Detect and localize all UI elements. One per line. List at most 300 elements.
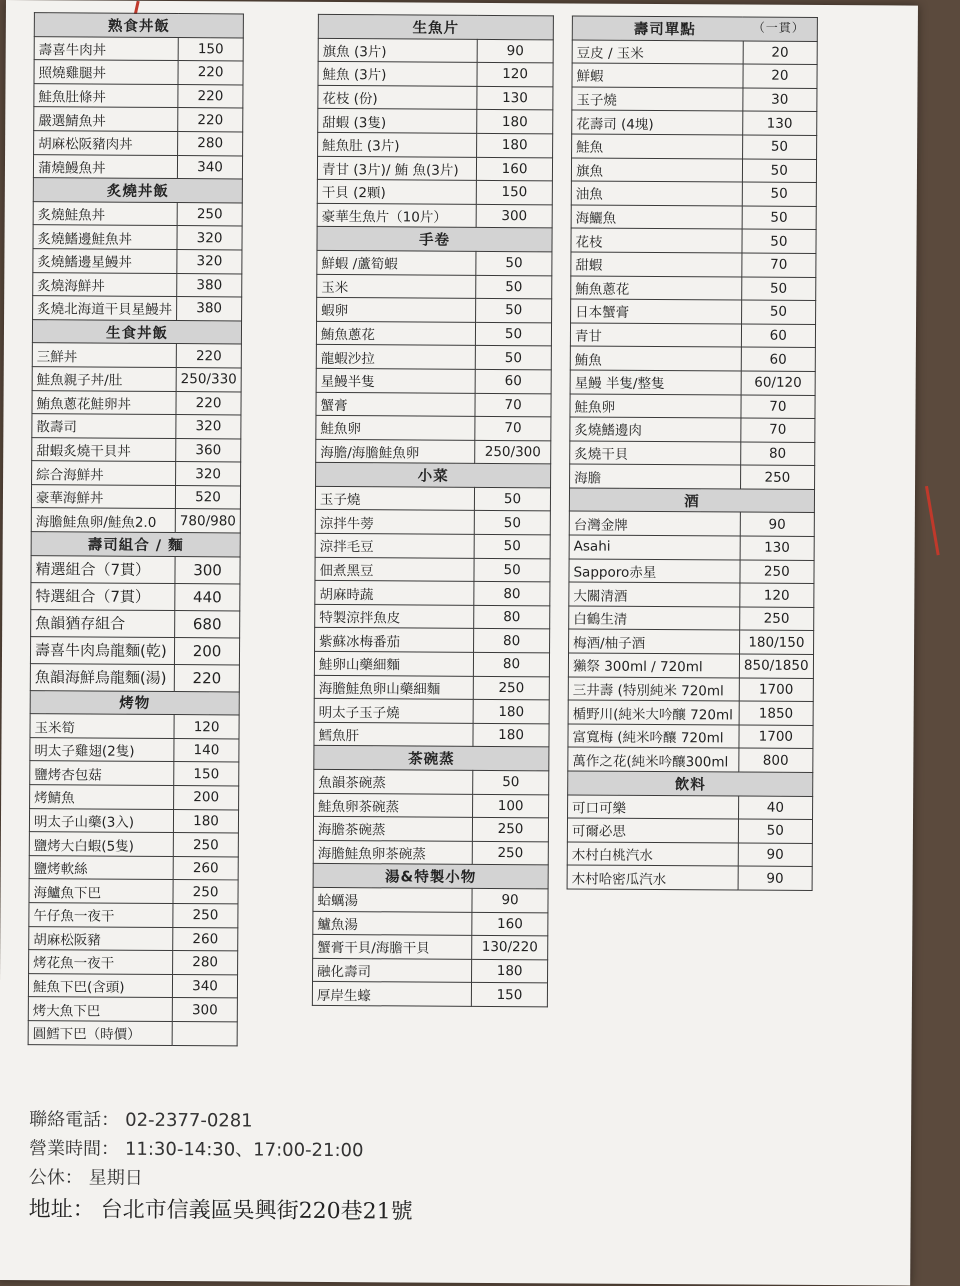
menu-item-row: [29, 855, 238, 880]
menu-item-name: 海鱸魚下巴: [29, 879, 173, 903]
menu-item-row: [32, 437, 241, 462]
section-title: [313, 864, 548, 889]
menu-item-name: 壽喜牛肉烏龍麵(乾): [30, 636, 174, 664]
menu-item-row: [313, 840, 548, 865]
menu-item-row: [571, 252, 816, 277]
menu-table: [312, 14, 554, 1007]
menu-item-price: 340: [172, 974, 237, 998]
menu-item-name: 獺祭 300ml / 720ml: [568, 653, 739, 678]
menu-item-price: 320: [176, 462, 241, 486]
menu-item-price: 300: [175, 556, 240, 583]
menu-item-price: 50: [474, 534, 550, 558]
menu-item-price: 300: [172, 998, 237, 1022]
menu-item-price: 180: [473, 700, 549, 724]
section-header-row: [317, 227, 552, 252]
menu-table: [567, 15, 818, 890]
menu-item-name: 海膽: [570, 464, 741, 489]
menu-item-name: 午仔魚一夜干: [29, 903, 173, 927]
section-header-row: [316, 463, 551, 488]
menu-item-name: Sapporo赤星: [569, 559, 740, 584]
menu-item-row: [570, 464, 815, 489]
section-title: [30, 690, 239, 715]
menu-item-name: 精選組合（7貫）: [31, 555, 175, 583]
menu-item-name: 鮪魚蔥花鮭卵丼: [32, 390, 176, 414]
menu-item-price: 150: [174, 762, 239, 786]
menu-item-price: 380: [177, 273, 242, 297]
menu-item-row: [31, 609, 240, 637]
menu-item-name: 豆皮 / 玉米: [572, 40, 743, 65]
menu-item-name: 花壽司 (4塊): [572, 110, 743, 135]
section-title: [314, 746, 549, 771]
menu-item-row: [315, 510, 550, 535]
menu-item-price: 50: [475, 487, 551, 511]
menu-item-name: 玉米筍: [30, 714, 174, 738]
menu-item-price: 50: [475, 346, 551, 370]
menu-item-price: 140: [174, 738, 239, 762]
holiday-value: 星期日: [88, 1167, 143, 1189]
menu-item-name: 海膽鮭魚卵/鮭魚2.0: [31, 508, 175, 532]
section-title-text: 壽司單點: [633, 21, 696, 39]
section-title-text: 炙燒丼飯: [106, 183, 169, 200]
menu-item-row: [313, 958, 548, 983]
menu-item-price: 260: [173, 856, 238, 880]
section-header-row: [32, 319, 241, 344]
menu-item-name: 壽喜牛肉丼: [34, 36, 178, 60]
menu-item-price: 70: [475, 416, 551, 440]
menu-item-name: 烤鯖魚: [30, 785, 174, 809]
menu-item-row: [316, 321, 551, 346]
menu-item-name: 青甘: [570, 323, 741, 348]
menu-item-name: 涼拌牛蒡: [315, 510, 474, 535]
business-hours: 11:30-14:30、17:00-21:00: [124, 1138, 364, 1162]
menu-item-price: 50: [742, 229, 816, 253]
menu-item-price: 250/330: [176, 367, 241, 391]
menu-item-price: 130: [740, 536, 814, 560]
menu-item-name: 可口可樂: [568, 795, 739, 820]
section-title-text: 手卷: [418, 232, 451, 249]
menu-item-name: 鹽烤軟絲: [29, 855, 173, 879]
menu-item-row: [569, 535, 814, 560]
menu-item-row: [316, 345, 551, 370]
menu-item-price: 130: [477, 86, 553, 110]
menu-item-price: 50: [476, 322, 552, 346]
menu-item-name: 甜蝦炙燒干貝丼: [32, 437, 176, 461]
menu-item-price: 50: [738, 819, 812, 843]
menu-item-name: 豪華海鮮丼: [31, 485, 175, 509]
section-title-text: 生食丼飯: [105, 325, 169, 342]
section-title-text: 湯&特製小物: [385, 869, 477, 887]
menu-item-name: 魚韻猶存組合: [31, 609, 175, 637]
menu-item-price: 300: [476, 204, 552, 228]
menu-item-price: 80: [474, 652, 550, 676]
menu-item-name: 鮮蝦 /蘆筍蝦: [317, 250, 476, 275]
menu-item-name: 鱸魚湯: [313, 911, 472, 936]
menu-item-row: [570, 417, 815, 442]
holiday-label: 公休：: [28, 1167, 83, 1189]
menu-item-row: [32, 461, 241, 486]
menu-item-name: 干貝 (2顆): [317, 180, 476, 205]
menu-item-row: [313, 887, 548, 912]
menu-item-row: [313, 911, 548, 936]
menu-item-row: [314, 675, 549, 700]
menu-item-price: [172, 1022, 237, 1046]
menu-item-row: [318, 132, 553, 157]
menu-item-row: [317, 180, 552, 205]
menu-item-row: [569, 559, 814, 584]
menu-item-row: [568, 700, 813, 725]
menu-item-name: 星鰻半隻: [316, 368, 475, 393]
menu-item-name: 魚韻茶碗蒸: [314, 769, 473, 794]
menu-item-price: 250: [740, 465, 814, 489]
menu-item-name: 炙燒干貝: [570, 441, 741, 466]
menu-item-name: 白鶴生清: [569, 606, 740, 631]
menu-item-price: 130: [742, 111, 816, 135]
section-title: [318, 14, 553, 39]
menu-item-name: 三井壽 (特別純米 720ml: [568, 677, 739, 702]
menu-item-row: [571, 205, 816, 230]
section-title: [317, 227, 552, 252]
menu-item-price: 80: [474, 605, 550, 629]
menu-item-row: [316, 415, 551, 440]
hours-label: 營業時間：: [28, 1138, 120, 1160]
menu-item-price: 220: [176, 344, 241, 368]
menu-item-name: 鮭魚卵: [316, 415, 475, 440]
menu-item-name: 台灣金牌: [569, 511, 740, 536]
section-subtitle: （一貫）: [752, 20, 805, 35]
menu-item-price: 90: [740, 512, 814, 536]
menu-item-price: 120: [739, 583, 813, 607]
menu-item-row: [34, 83, 243, 108]
menu-item-price: 220: [178, 61, 243, 85]
section-title-text: 小菜: [417, 468, 449, 485]
section-title: [34, 13, 243, 38]
menu-item-price: 50: [742, 206, 816, 230]
menu-item-price: 180/150: [739, 630, 813, 654]
menu-item-row: [312, 982, 547, 1007]
menu-item-row: [315, 604, 550, 629]
menu-item-price: 160: [477, 157, 553, 181]
menu-item-price: 90: [472, 888, 548, 912]
menu-item-name: 鮭魚肚條丼: [34, 83, 178, 107]
menu-item-name: 日本蟹膏: [571, 299, 742, 324]
menu-item-price: 280: [173, 951, 238, 975]
menu-item-price: 130/220: [472, 936, 548, 960]
section-title-text: 茶碗蒸: [408, 751, 455, 768]
phone-line: [29, 1105, 589, 1137]
menu-item-name: 圓鱈下巴（時價）: [28, 1021, 172, 1045]
menu-item-row: [317, 203, 552, 228]
menu-item-name: 融化壽司: [313, 958, 472, 983]
menu-item-price: 40: [738, 796, 812, 820]
menu-item-name: 鮭魚下巴(含頭): [28, 973, 172, 997]
menu-item-name: 涼拌毛豆: [315, 533, 474, 558]
menu-item-price: 250: [472, 841, 548, 865]
menu-item-name: 龍蝦沙拉: [316, 345, 475, 370]
address-line: [28, 1192, 588, 1231]
menu-item-price: 1850: [739, 701, 813, 725]
menu-item-name: 海膽茶碗蒸: [313, 817, 472, 842]
menu-item-row: [33, 249, 242, 274]
menu-item-row: [34, 107, 243, 132]
menu-item-row: [570, 393, 815, 418]
menu-item-row: [31, 508, 240, 533]
menu-item-row: [318, 85, 553, 110]
menu-item-row: [570, 370, 815, 395]
menu-item-name: 楯野川(純米大吟釀 720ml: [568, 700, 739, 725]
menu-item-row: [29, 832, 238, 857]
menu-item-row: [29, 926, 238, 951]
menu-item-name: 油魚: [571, 181, 742, 206]
menu-item-row: [570, 346, 815, 371]
menu-item-row: [314, 769, 549, 794]
menu-item-row: [29, 808, 238, 833]
menu-item-price: 180: [173, 809, 238, 833]
menu-item-row: [33, 154, 242, 179]
menu-item-price: 90: [738, 843, 812, 867]
menu-column-left: [28, 12, 237, 1046]
menu-item-price: 150: [476, 181, 552, 205]
menu-item-price: 200: [174, 786, 239, 810]
menu-table: [28, 12, 244, 1046]
menu-item-row: [567, 818, 812, 843]
menu-item-name: 玉米: [317, 274, 476, 299]
menu-item-row: [32, 367, 241, 392]
menu-item-name: 星鰻 半隻/整隻: [570, 370, 741, 395]
menu-item-row: [317, 156, 552, 181]
menu-item-row: [572, 87, 817, 112]
menu-item-price: 320: [177, 226, 242, 250]
menu-item-name: 明太子雞翅(2隻): [30, 738, 174, 762]
menu-item-price: 250: [473, 818, 549, 842]
menu-item-price: 520: [175, 485, 240, 509]
menu-item-row: [571, 228, 816, 253]
menu-item-price: 320: [176, 415, 241, 439]
menu-item-price: 50: [476, 251, 552, 275]
menu-item-row: [316, 439, 551, 464]
address-value: 台北市信義區吳興街220巷21號: [100, 1197, 413, 1225]
menu-item-price: 60/120: [741, 371, 815, 395]
menu-item-name: 鮭卵山藥細麵: [314, 651, 473, 676]
menu-item-row: [29, 950, 238, 975]
address-label: 地址：: [28, 1197, 95, 1223]
menu-item-price: 70: [475, 393, 551, 417]
menu-item-price: 160: [472, 912, 548, 936]
section-title-text: 飲料: [674, 776, 706, 794]
menu-item-row: [572, 134, 817, 159]
menu-item-name: 鮪魚蔥花: [571, 275, 742, 300]
menu-item-name: 炙燒鰭邊肉: [570, 417, 741, 442]
menu-item-name: 海膽/海膽鮭魚卵: [316, 439, 475, 464]
menu-item-row: [315, 628, 550, 653]
menu-item-row: [31, 485, 240, 510]
menu-item-name: 木村白桃汽水: [567, 842, 738, 867]
menu-item-row: [570, 441, 815, 466]
section-header-row: [34, 13, 243, 38]
section-header-row: [313, 864, 548, 889]
menu-item-row: [34, 36, 243, 61]
menu-item-name: 散壽司: [32, 414, 176, 438]
menu-item-name: 蒲燒鰻魚丼: [33, 154, 177, 178]
section-header-row: [572, 16, 817, 41]
menu-item-price: 50: [741, 300, 815, 324]
menu-item-row: [568, 795, 813, 820]
menu-item-row: [569, 629, 814, 654]
menu-item-price: 1700: [739, 725, 813, 749]
menu-item-price: 150: [472, 983, 548, 1007]
menu-item-name: 烤大魚下巴: [28, 997, 172, 1021]
menu-item-name: 綜合海鮮丼: [32, 461, 176, 485]
menu-item-name: 蟹膏干貝/海膽干貝: [313, 935, 472, 960]
menu-item-row: [317, 274, 552, 299]
menu-item-name: 鮭魚卵: [570, 393, 741, 418]
menu-item-name: 青甘 (3片)/ 鮪 魚(3片): [317, 156, 476, 181]
menu-item-row: [34, 131, 243, 156]
menu-item-row: [571, 299, 816, 324]
menu-item-name: 蛤蠣湯: [313, 887, 472, 912]
menu-item-price: 180: [477, 133, 553, 157]
menu-item-name: 鮪魚蔥花: [316, 321, 475, 346]
section-header-row: [569, 488, 814, 513]
menu-item-price: 250: [173, 904, 238, 928]
menu-item-name: Asahi: [569, 535, 740, 560]
section-title: [568, 771, 813, 796]
menu-item-price: 340: [177, 155, 242, 179]
menu-item-price: 20: [743, 64, 817, 88]
menu-item-name: 大關清酒: [569, 582, 740, 607]
menu-item-row: [569, 511, 814, 536]
hours-line: [29, 1134, 589, 1166]
menu-item-row: [569, 582, 814, 607]
menu-item-name: 鮪魚: [570, 346, 741, 371]
section-title: [572, 16, 817, 41]
menu-item-row: [315, 533, 550, 558]
menu-item-row: [571, 181, 816, 206]
menu-item-price: 180: [473, 723, 549, 747]
menu-item-price: 250: [173, 880, 238, 904]
menu-item-row: [316, 392, 551, 417]
menu-item-name: 炙燒鮭魚丼: [33, 201, 177, 225]
menu-item-name: 胡麻松阪豬肉丼: [34, 131, 178, 155]
section-header-row: [318, 14, 553, 39]
section-title-text: 生魚片: [412, 20, 460, 37]
menu-item-name: 旗魚 (3片): [318, 38, 477, 63]
menu-item-row: [571, 158, 816, 183]
menu-item-price: 220: [178, 108, 243, 132]
menu-item-name: 炙燒鰭邊星鰻丼: [33, 249, 177, 273]
menu-column-middle: [312, 14, 554, 1007]
menu-item-name: 特製涼拌魚皮: [315, 604, 474, 629]
menu-item-name: 海膽鮭魚卵山藥細麵: [314, 675, 473, 700]
menu-item-row: [568, 747, 813, 772]
menu-item-name: 嚴選鯖魚丼: [34, 107, 178, 131]
section-title: [31, 532, 240, 557]
menu-item-name: 鱈魚肝: [314, 722, 473, 747]
menu-item-price: 250/300: [475, 440, 551, 464]
menu-item-row: [28, 997, 237, 1022]
menu-item-price: 70: [741, 394, 815, 418]
menu-item-price: 50: [476, 275, 552, 299]
menu-item-row: [316, 368, 551, 393]
menu-item-price: 20: [743, 41, 817, 65]
section-header-row: [314, 746, 549, 771]
menu-item-price: 250: [739, 607, 813, 631]
menu-item-row: [315, 486, 550, 511]
menu-item-price: 60: [741, 324, 815, 348]
menu-item-price: 50: [476, 299, 552, 323]
red-pen-mark: [925, 486, 940, 556]
menu-item-name: 玉子燒: [572, 87, 743, 112]
menu-item-row: [568, 653, 813, 678]
menu-item-name: 照燒雞腿丼: [34, 60, 178, 84]
menu-item-name: 魚韻海鮮烏龍麵(湯): [30, 663, 174, 691]
menu-item-name: 鮮蝦: [572, 63, 743, 88]
menu-item-row: [571, 275, 816, 300]
menu-item-name: 鮭魚卵茶碗蒸: [314, 793, 473, 818]
menu-item-price: 50: [474, 558, 550, 582]
menu-item-price: 780/980: [175, 509, 240, 533]
menu-item-name: 甜蝦 (3隻): [318, 109, 477, 134]
menu-item-row: [572, 63, 817, 88]
menu-item-name: 明太子山藥(3入): [29, 808, 173, 832]
menu-item-row: [28, 973, 237, 998]
menu-item-row: [29, 879, 238, 904]
menu-item-row: [28, 1021, 237, 1046]
menu-item-price: 50: [742, 135, 816, 159]
menu-item-price: 220: [178, 84, 243, 108]
menu-item-price: 440: [175, 583, 240, 610]
menu-item-row: [570, 323, 815, 348]
menu-item-price: 80: [474, 582, 550, 606]
section-title: [316, 463, 551, 488]
section-header-row: [568, 771, 813, 796]
menu-item-price: 250: [473, 676, 549, 700]
menu-item-row: [34, 60, 243, 85]
menu-item-price: 50: [742, 182, 816, 206]
menu-item-row: [314, 722, 549, 747]
menu-item-price: 120: [477, 63, 553, 87]
menu-item-name: 梅酒/柚子酒: [569, 629, 740, 654]
menu-item-price: 250: [740, 560, 814, 584]
phone-number: 02-2377-0281: [125, 1109, 253, 1132]
menu-item-price: 70: [740, 418, 814, 442]
menu-item-price: 90: [738, 866, 812, 890]
menu-item-name: 玉子燒: [315, 486, 474, 511]
menu-item-name: 豪華生魚片（10片）: [317, 203, 476, 228]
menu-item-row: [317, 298, 552, 323]
menu-item-row: [32, 414, 241, 439]
menu-item-name: 佃煮黑豆: [315, 557, 474, 582]
section-title: [32, 319, 241, 344]
menu-item-row: [29, 903, 238, 928]
menu-item-row: [572, 110, 817, 135]
menu-item-row: [33, 272, 242, 297]
menu-item-name: 三鮮丼: [32, 343, 176, 367]
menu-item-price: 250: [177, 202, 242, 226]
menu-item-row: [314, 699, 549, 724]
menu-item-name: 烤花魚一夜干: [29, 950, 173, 974]
menu-item-name: 花枝: [571, 228, 742, 253]
menu-item-price: 200: [174, 637, 239, 664]
menu-item-name: 旗魚: [571, 158, 742, 183]
menu-item-price: 120: [174, 715, 239, 739]
menu-item-name: 炙燒鰭邊鮭魚丼: [33, 225, 177, 249]
menu-item-name: 胡麻松阪豬: [29, 926, 173, 950]
menu-item-price: 150: [178, 37, 243, 61]
menu-item-price: 1700: [739, 678, 813, 702]
menu-item-name: 花枝 (份): [318, 85, 477, 110]
menu-item-row: [567, 842, 812, 867]
menu-item-row: [30, 761, 239, 786]
